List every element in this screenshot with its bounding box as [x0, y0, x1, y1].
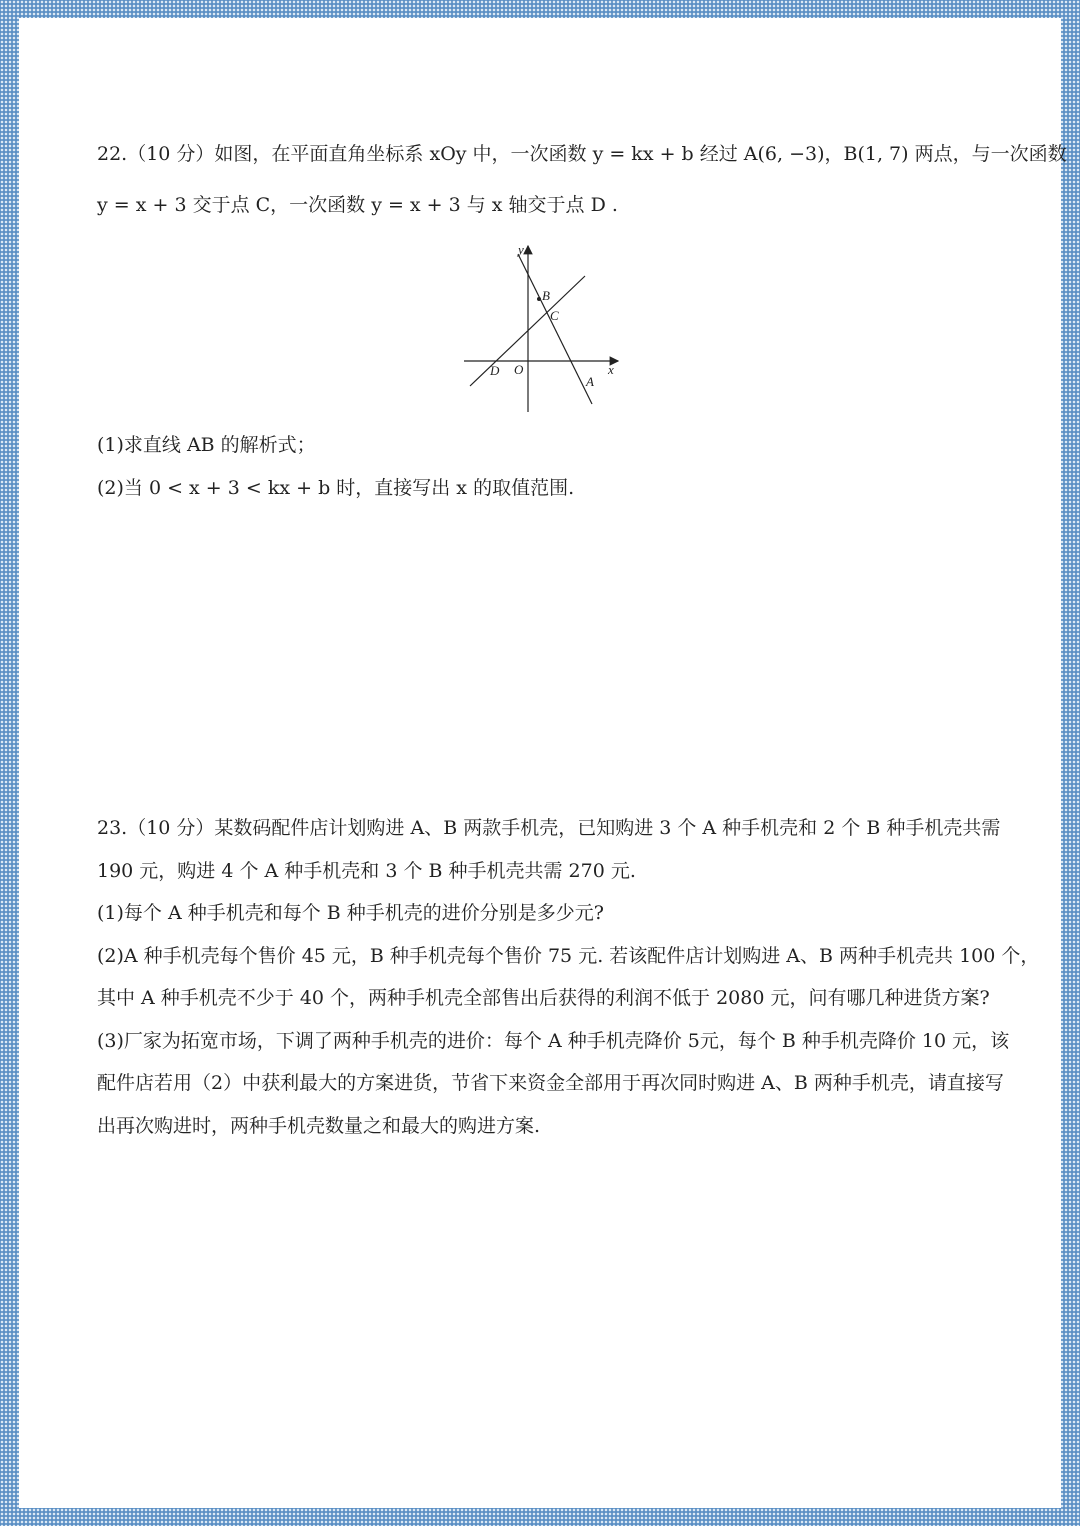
q22-stem-line-1: 22.（10 分）如图，在平面直角坐标系 xOy 中，一次函数 y = kx + b 经过 A(6, −3)，B(1, 7) 两点，与一次函数 — [97, 143, 1067, 165]
q23-stem-line-2: 190 元，购进 4 个 A 种手机壳和 3 个 B 种手机壳共需 270 元. — [97, 860, 636, 882]
label-a: A — [586, 374, 594, 389]
q22-stem-line-2: y = x + 3 交于点 C，一次函数 y = x + 3 与 x 轴交于点 D . — [97, 194, 618, 216]
q23-sub-2-line-2: 其中 A 种手机壳不少于 40 个，两种手机壳全部售出后获得的利润不低于 2080 元，问有哪几种进货方案? — [97, 987, 990, 1009]
label-d: D — [490, 363, 500, 378]
coordinate-figure — [462, 240, 624, 415]
q23-sub-3-line-2: 配件店若用（2）中获利最大的方案进货，节省下来资金全部用于再次同时购进 A、B 两种手机壳，请直接写 — [97, 1072, 1004, 1094]
label-b: B — [542, 288, 550, 303]
q22-sub-1: (1)求直线 AB 的解析式； — [97, 434, 316, 456]
q23-stem-line-1: 23.（10 分）某数码配件店计划购进 A、B 两款手机壳，已知购进 3 个 A 种手机壳和 2 个 B 种手机壳共需 — [97, 817, 1001, 839]
label-y: y — [518, 242, 524, 257]
q23-sub-3-line-1: (3)厂家为拓宽市场，下调了两种手机壳的进价：每个 A 种手机壳降价 5元，每个 B 种手机壳降价 10 元，该 — [97, 1030, 1010, 1052]
label-c: C — [550, 308, 559, 323]
label-x: x — [608, 362, 614, 377]
q23-sub-2-line-1: (2)A 种手机壳每个售价 45 元，B 种手机壳每个售价 75 元. 若该配件店计划购进 A、B 两种手机壳共 100 个， — [97, 945, 1040, 967]
q23-sub-1: (1)每个 A 种手机壳和每个 B 种手机壳的进价分别是多少元? — [97, 902, 604, 924]
q23-sub-3-line-3: 出再次购进时，两种手机壳数量之和最大的购进方案. — [97, 1115, 541, 1137]
point-b-dot — [537, 297, 541, 301]
label-origin: O — [514, 362, 524, 377]
q22-sub-2: (2)当 0 < x + 3 < kx + b 时，直接写出 x 的取值范围. — [97, 477, 575, 499]
